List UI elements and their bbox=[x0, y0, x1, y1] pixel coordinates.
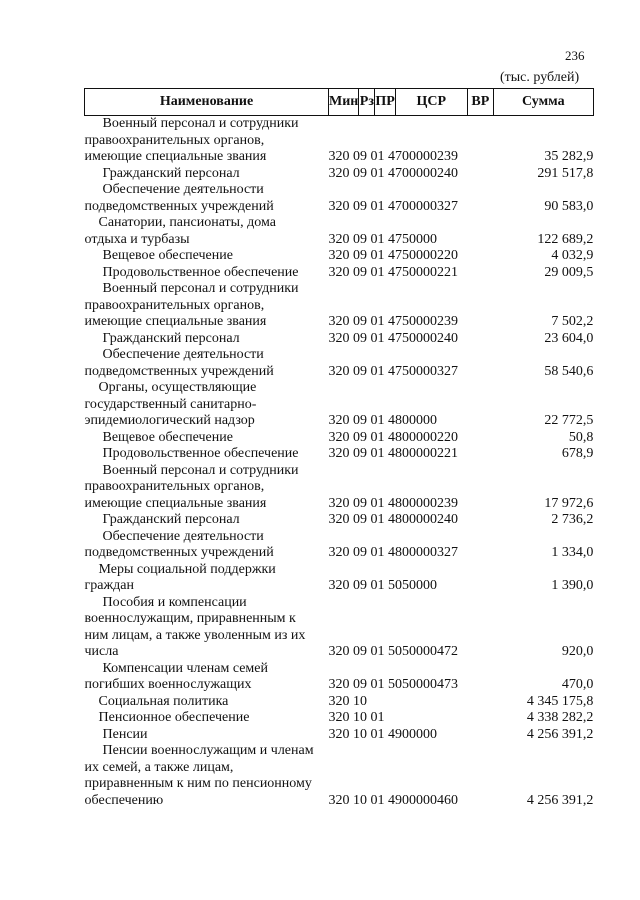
table-row bbox=[85, 430, 594, 447]
row-sum: 23 604,0 bbox=[544, 330, 594, 346]
row-code: 320 09 01 4750000239 bbox=[328, 314, 458, 329]
row-code: 320 09 01 4800000240 bbox=[328, 512, 458, 527]
row-name-line: Гражданский персонал bbox=[102, 512, 240, 527]
row-name-line: имеющие специальные звания bbox=[84, 149, 267, 164]
row-name bbox=[85, 743, 329, 809]
row-sum: 678,9 bbox=[561, 446, 594, 461]
row-code: 320 10 01 4900000 bbox=[328, 726, 437, 742]
row-name-line: имеющие специальные звания bbox=[84, 495, 267, 511]
header-vr: ВР bbox=[467, 89, 493, 116]
row-code: 320 09 01 4750000221 bbox=[328, 264, 458, 280]
row-name-line: подведомственных учреждений bbox=[84, 363, 274, 379]
row-name bbox=[85, 182, 329, 215]
row-sum: 2 736,2 bbox=[551, 512, 594, 527]
row-name bbox=[85, 380, 329, 430]
page-number: 236 bbox=[565, 48, 585, 63]
table-row bbox=[85, 512, 594, 529]
row-name-line: эпидемиологический надзор bbox=[84, 413, 255, 428]
row-code: 320 09 01 4700000240 bbox=[328, 165, 458, 181]
row-name bbox=[85, 281, 329, 331]
row-sum: 470,0 bbox=[561, 677, 594, 692]
row-name-line: подведомственных учреждений bbox=[84, 198, 274, 214]
row-sum: 4 256 391,2 bbox=[526, 726, 594, 742]
row-name-line: правоохранительных органов, bbox=[84, 297, 265, 313]
row-code: 320 09 01 4800000 bbox=[328, 413, 437, 428]
table-row bbox=[85, 743, 594, 809]
table-row bbox=[85, 710, 594, 727]
row-name bbox=[85, 430, 329, 447]
header-pr: ПР bbox=[375, 89, 395, 116]
table-row bbox=[85, 380, 594, 430]
row-name bbox=[85, 166, 329, 183]
row-sum: 1 334,0 bbox=[551, 545, 594, 560]
row-name-line: правоохранительных органов, bbox=[84, 132, 265, 148]
row-name-line: Военный персонал и сотрудники bbox=[102, 116, 299, 131]
row-sum: 35 282,9 bbox=[544, 149, 594, 164]
row-name-line: отдыха и турбазы bbox=[84, 231, 190, 247]
row-code: 320 09 01 5050000472 bbox=[328, 644, 458, 659]
row-sum: 17 972,6 bbox=[544, 495, 594, 511]
table-row bbox=[85, 446, 594, 463]
row-name-line: Компенсации членам семей bbox=[102, 660, 268, 676]
row-sum: 291 517,8 bbox=[537, 165, 594, 181]
row-name-line: Органы, осуществляющие bbox=[98, 380, 257, 395]
row-name-line: Санатории, пансионаты, дома bbox=[98, 215, 276, 230]
row-code: 320 09 01 4750000240 bbox=[328, 330, 458, 346]
row-name-line: приравненным к ним по пенсионному bbox=[84, 776, 312, 791]
row-code: 320 09 01 4800000327 bbox=[328, 545, 458, 560]
row-name-line: имеющие специальные звания bbox=[84, 314, 267, 329]
table-row bbox=[85, 661, 594, 694]
row-name-line: Вещевое обеспечение bbox=[102, 248, 233, 263]
row-sum: 4 338 282,2 bbox=[526, 710, 594, 725]
row-name-line: Военный персонал и сотрудники bbox=[102, 462, 299, 478]
row-name bbox=[85, 215, 329, 248]
row-code: 320 09 01 4750000220 bbox=[328, 248, 458, 263]
row-name-line: военнослужащим, приравненным к bbox=[84, 611, 296, 626]
row-name-line: Военный персонал и сотрудники bbox=[102, 281, 299, 296]
row-name-line: государственный санитарно- bbox=[84, 396, 257, 412]
row-name-line: Продовольственное обеспечение bbox=[102, 264, 299, 280]
row-name bbox=[85, 248, 329, 265]
row-name-line: Гражданский персонал bbox=[102, 165, 240, 181]
row-name-line: Социальная политика bbox=[98, 693, 229, 709]
table-row bbox=[85, 694, 594, 711]
row-name bbox=[85, 347, 329, 380]
table-row bbox=[85, 562, 594, 595]
row-sum: 90 583,0 bbox=[544, 198, 594, 214]
row-sum: 4 345 175,8 bbox=[526, 693, 594, 709]
row-name bbox=[85, 446, 329, 463]
row-name bbox=[85, 331, 329, 348]
table-row bbox=[85, 463, 594, 513]
table-row bbox=[85, 347, 594, 380]
table-row bbox=[85, 265, 594, 282]
row-name bbox=[85, 710, 329, 727]
row-sum: 4 256 391,2 bbox=[526, 792, 594, 808]
row-name bbox=[85, 694, 329, 711]
row-name-line: Меры социальной поддержки bbox=[98, 561, 276, 577]
row-code: 320 09 01 5050000 bbox=[328, 578, 437, 593]
row-sum: 58 540,6 bbox=[544, 363, 594, 379]
row-name-line: Пенсии военнослужащим и членам bbox=[102, 743, 314, 758]
header-csr: ЦСР bbox=[395, 89, 467, 116]
units-label: (тыс. рублей) bbox=[500, 70, 580, 85]
row-sum: 1 390,0 bbox=[551, 578, 594, 593]
row-name-line: Обеспечение деятельности bbox=[102, 182, 264, 197]
header-name: Наименование bbox=[85, 89, 329, 116]
table-row bbox=[85, 248, 594, 265]
row-name-line: их семей, а также лицам, bbox=[84, 759, 234, 775]
row-name-line: Пенсии bbox=[102, 726, 148, 742]
row-code: 320 09 01 4750000 bbox=[328, 231, 437, 247]
table-row bbox=[85, 182, 594, 215]
row-name bbox=[85, 562, 329, 595]
row-name-line: Пенсионное обеспечение bbox=[98, 710, 250, 725]
row-name-line: Пособия и компенсации bbox=[102, 594, 247, 610]
row-name bbox=[85, 116, 329, 166]
row-name-line: правоохранительных органов, bbox=[84, 479, 265, 494]
row-sum: 22 772,5 bbox=[544, 413, 594, 428]
row-sum: 920,0 bbox=[561, 644, 594, 659]
row-code: 320 10 bbox=[328, 693, 367, 709]
row-sum: 50,8 bbox=[568, 429, 594, 445]
row-sum: 122 689,2 bbox=[537, 231, 594, 247]
table-row bbox=[85, 281, 594, 331]
row-code: 320 09 01 4800000239 bbox=[328, 495, 458, 511]
table-row bbox=[85, 215, 594, 248]
row-name bbox=[85, 595, 329, 661]
row-code: 320 09 01 4700000239 bbox=[328, 149, 458, 164]
row-name-line: граждан bbox=[84, 578, 134, 593]
row-name-line: числа bbox=[84, 644, 119, 659]
row-sum: 4 032,9 bbox=[551, 248, 594, 263]
row-name-line: обеспечению bbox=[84, 792, 164, 808]
table-row bbox=[85, 166, 594, 183]
row-name-line: погибших военнослужащих bbox=[84, 677, 252, 692]
row-name-line: ним лицам, а также уволенным из их bbox=[84, 627, 306, 643]
row-name-line: Вещевое обеспечение bbox=[102, 429, 233, 445]
table-row bbox=[85, 595, 594, 661]
row-code: 320 10 01 bbox=[328, 710, 385, 725]
row-code: 320 09 01 4800000221 bbox=[328, 446, 458, 461]
header-rz: Рз bbox=[359, 89, 375, 116]
row-sum: 29 009,5 bbox=[544, 264, 594, 280]
row-name-line: Гражданский персонал bbox=[102, 330, 240, 346]
table-row bbox=[85, 116, 594, 166]
budget-table bbox=[84, 88, 594, 809]
row-name bbox=[85, 727, 329, 744]
row-name bbox=[85, 265, 329, 282]
row-code: 320 09 01 5050000473 bbox=[328, 677, 458, 692]
row-name bbox=[85, 463, 329, 513]
table-row bbox=[85, 727, 594, 744]
row-name bbox=[85, 661, 329, 694]
table-row bbox=[85, 529, 594, 562]
row-name-line: Обеспечение деятельности bbox=[102, 528, 264, 544]
row-code: 320 09 01 4750000327 bbox=[328, 363, 458, 379]
row-name-line: Продовольственное обеспечение bbox=[102, 446, 299, 461]
row-name bbox=[85, 512, 329, 529]
header-sum: Сумма bbox=[493, 89, 593, 116]
row-sum: 7 502,2 bbox=[551, 314, 594, 329]
header-min: Мин bbox=[329, 89, 359, 116]
table-row bbox=[85, 331, 594, 348]
row-name bbox=[85, 529, 329, 562]
table-header bbox=[85, 89, 594, 116]
row-code: 320 09 01 4700000327 bbox=[328, 198, 458, 214]
row-name-line: Обеспечение деятельности bbox=[102, 347, 264, 362]
row-name-line: подведомственных учреждений bbox=[84, 545, 274, 560]
row-code: 320 10 01 4900000460 bbox=[328, 792, 458, 808]
row-code: 320 09 01 4800000220 bbox=[328, 429, 458, 445]
